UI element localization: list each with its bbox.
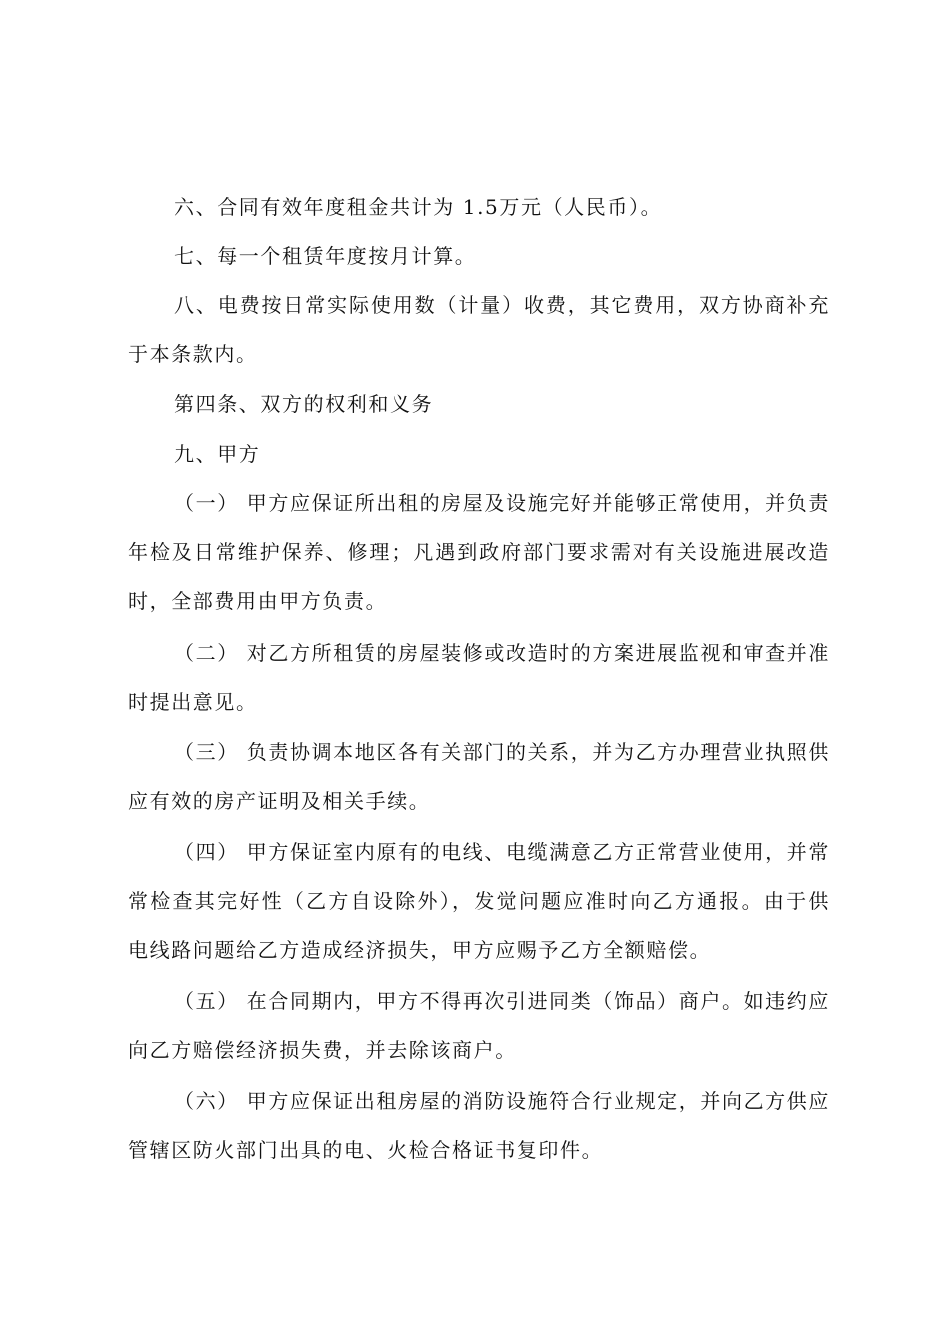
clause-1: （一） 甲方应保证所出租的房屋及设施完好并能够正常使用，并负责年检及日常维护保养、修理；凡遇到政府部门要求需对有关设施进展改造时，全部费用由甲方负责。: [128, 491, 830, 613]
paragraph-monthly-calculation: 七、每一个租赁年度按月计算。: [174, 244, 477, 268]
clause-3: （三） 负责协调本地区各有关部门的关系，并为乙方办理营业执照供应有效的房产证明及相关手续。: [128, 740, 830, 813]
paragraph-electricity-fee: 八、电费按日常实际使用数（计量）收费，其它费用，双方协商补充于本条款内。: [128, 293, 830, 366]
clause-5: （五） 在合同期内，甲方不得再次引进同类（饰品）商户。如违约应向乙方赔偿经济损失费，并去除该商户。: [128, 989, 830, 1062]
clause-2: （二） 对乙方所租赁的房屋装修或改造时的方案进展监视和审查并准时提出意见。: [128, 641, 830, 714]
subheading-party-a: 九、甲方: [174, 442, 261, 466]
paragraph-rent-total: 六、合同有效年度租金共计为 1.5万元（人民币）。: [174, 195, 663, 219]
clause-6: （六） 甲方应保证出租房屋的消防设施符合行业规定，并向乙方供应管辖区防火部门出具的电、火检合格证书复印件。: [128, 1089, 830, 1162]
clause-4: （四） 甲方保证室内原有的电线、电缆满意乙方正常营业使用，并常常检查其完好性（乙方自设除外），发觉问题应准时向乙方通报。由于供电线路问题给乙方造成经济损失，甲方应赐予乙方全额赔偿。: [128, 840, 830, 962]
section-heading-rights: 第四条、双方的权利和义务: [174, 392, 434, 416]
